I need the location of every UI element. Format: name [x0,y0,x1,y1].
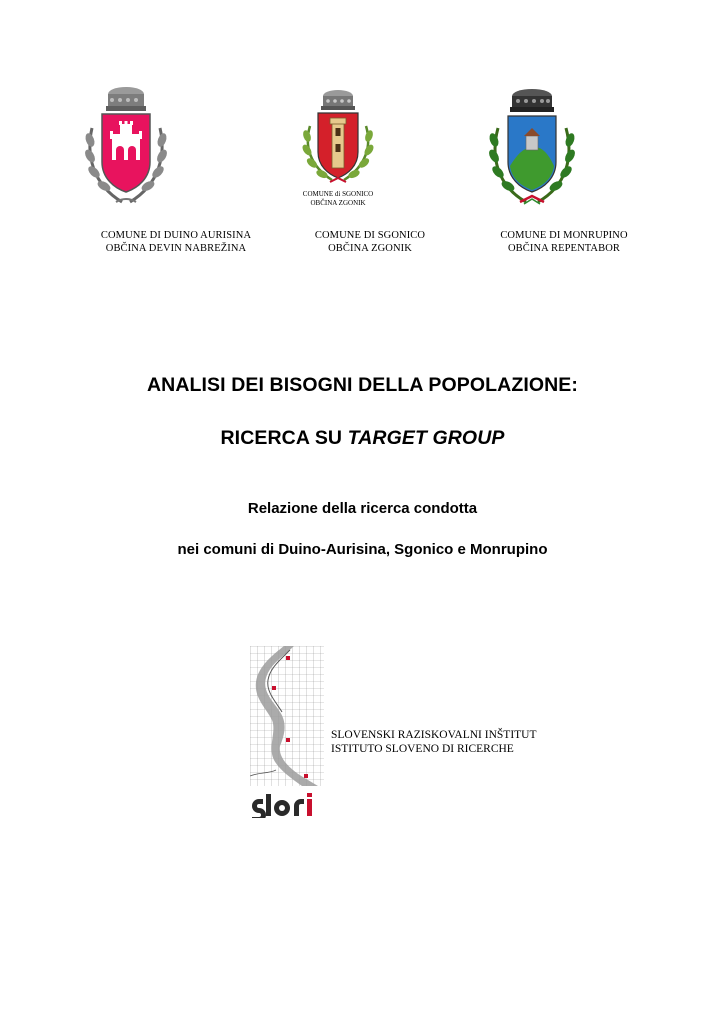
document-title-line2 [0,427,725,450]
duino-aurisina-crest [82,84,170,210]
institute-name [331,728,537,756]
caption-sgonico-line1: COMUNE DI SGONICO [314,230,426,241]
caption-duino-line2: OBČINA DEVIN NABREŽINA [105,243,247,254]
title-line2-italic: TARGET GROUP [347,427,505,449]
caption-duino-line1: COMUNE DI DUINO AURISINA [100,230,252,241]
caption-monrupino-line1: COMUNE DI MONRUPINO [500,230,628,241]
institute-name-sl: SLOVENSKI RAZISKOVALNI INŠTITUT [331,729,537,741]
title-line2-prefix: RICERCA SU [220,427,348,449]
sgonico-crest-label [278,190,398,207]
caption-duino-aurisina [86,229,266,255]
monrupino-crest [486,86,578,212]
slori-logo [250,646,328,818]
sgonico-crest [298,88,378,188]
caption-monrupino-line2: OBČINA REPENTABOR [508,243,620,254]
subtitle-line2: nei comuni di Duino-Aurisina, Sgonico e Monrupino [177,541,548,558]
caption-sgonico [280,229,460,255]
document-title-line1: ANALISI DEI BISOGNI DELLA POPOLAZIONE: [146,374,578,396]
caption-monrupino [474,229,654,255]
sgonico-crest-label-line2: OBČINA ZGONIK [310,198,366,207]
sgonico-crest-label-line1: COMUNE di SGONICO [302,190,374,198]
caption-sgonico-line2: OBČINA ZGONIK [328,243,412,254]
subtitle-line1: Relazione della ricerca condotta [247,500,478,517]
institute-name-it: ISTITUTO SLOVENO DI RICERCHE [331,743,514,755]
